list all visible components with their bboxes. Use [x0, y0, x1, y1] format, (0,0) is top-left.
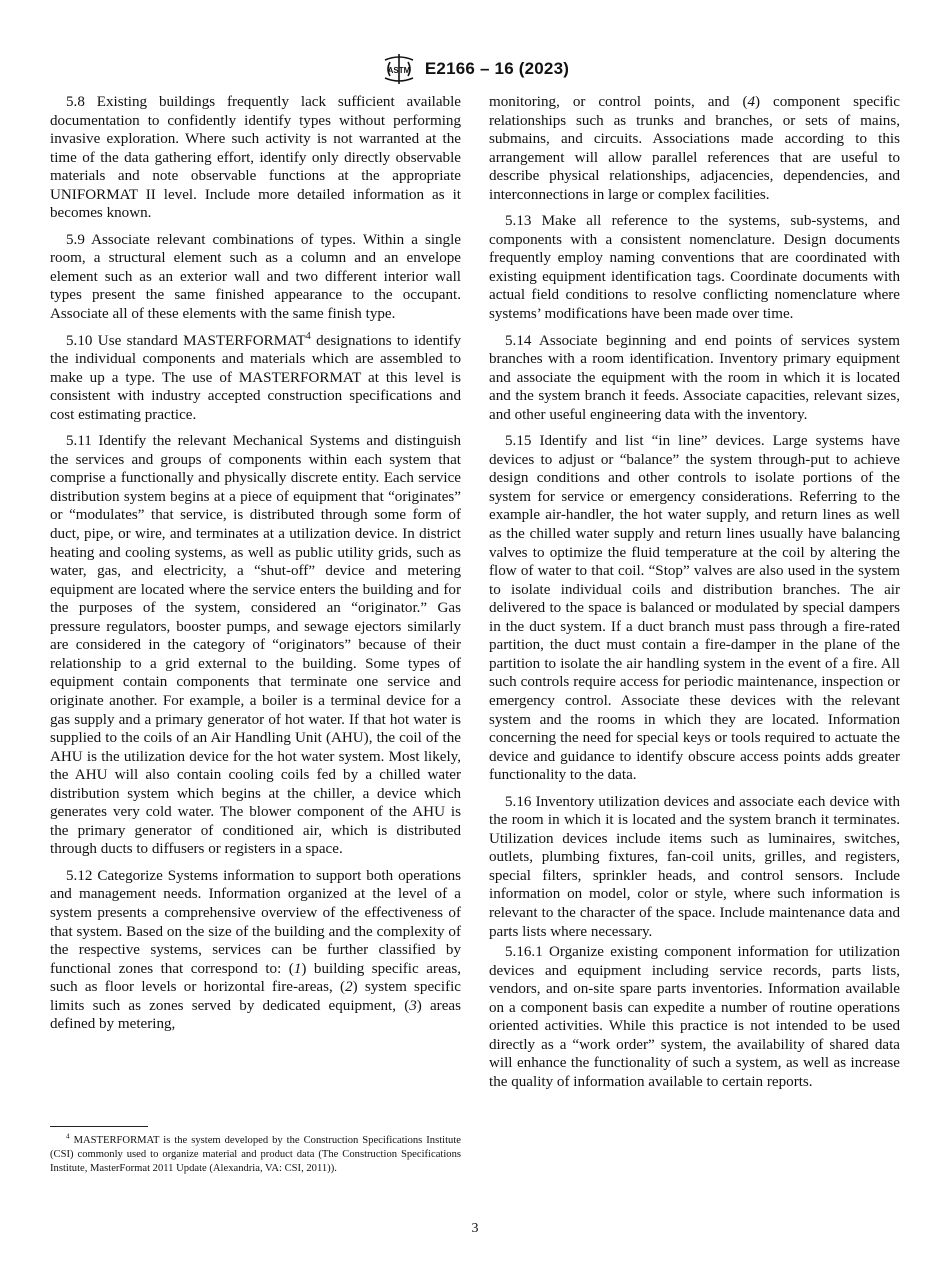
- section-text: ) component specific relationships such as trunks and branches, or sets of mains, submains, and circuits. Associations made according to this arrangement will allow parallel references that are useful to describe physical relationships, adjacencies, dependencies, and interconnections in large or complex facilities.: [489, 94, 900, 203]
- section-number: 5.14: [505, 332, 532, 349]
- section-5-9: [50, 231, 461, 324]
- list-index: 2: [345, 979, 353, 996]
- page-header: [0, 52, 950, 86]
- section-text: ) system specific limits such as zones served by dedicated equipment, (: [50, 979, 461, 1014]
- section-text: Associate beginning and end points of services system branches with a room identification. Inventory primary equipment and associate the equipment with the room in which it is located and the system branch it feeds. Associate capacities, relevant sizes, and other useful engineering data with the inventory.: [489, 332, 900, 423]
- section-text: designations to identify the individual components and materials which are assembled to make up a type. The use of MASTERFORMAT at this level is consistent with industry accepted construction specifications and cost estimating practice.: [50, 332, 461, 423]
- section-5-13: [489, 212, 900, 323]
- section-number: 5.9: [66, 231, 85, 248]
- section-text: ) areas defined by metering,: [50, 997, 461, 1033]
- section-text: monitoring, or control points, and (: [489, 94, 748, 110]
- section-5-11: [50, 432, 461, 859]
- section-text: Inventory utilization devices and associate each device with the room in which it is located and the system branch it terminates. Utilization devices include items such as luminaires, switches, outlets, plumbing fixtures, fan-coil units, grilles, and registers, special filters, sprinkler heads, and control sensors. Include information on model, color or style, where such information is relevant to the character of the space. Include maintenance data and parts lists where necessary.: [489, 793, 900, 940]
- section-text: Existing buildings frequently lack sufficient available documentation to confidently identify types without performing invasive exploration. Where such activity is not warranted at the time of the data gathering effort, identify only directly observable materials and note observable functions at the appropriate UNIFORMAT II level. Include more detailed information as it becomes known.: [50, 94, 461, 222]
- astm-logo-icon: [381, 52, 417, 86]
- footnote-marker: 4: [66, 1132, 70, 1141]
- section-5-14: [489, 332, 900, 425]
- section-text: Make all reference to the systems, sub-systems, and components with a consistent nomenclature. Design documents frequently employ naming conventions that are coordinated with existing equipment identification tags. Coordinate documents with actual field conditions to resolve conflicting nomenclature where systems’ modifications have been made over time.: [489, 213, 900, 323]
- section-number: 5.13: [505, 213, 532, 230]
- section-number: 5.15: [505, 433, 532, 450]
- section-number: 5.12: [66, 867, 93, 884]
- standard-designation: E2166 – 16 (2023): [424, 59, 570, 78]
- section-number: 5.11: [66, 433, 92, 450]
- section-text: Associate relevant combinations of types. Within a single room, a structural element such as a column and an envelope element such as an exterior wall and two different interior wall types present the same finished appearance to the occupant. Associate all of these elements with the same finish type.: [50, 231, 461, 323]
- section-text: Categorize Systems information to support both operations and management needs. Information organized at the level of a system presents a comprehensive overview of the effectiveness of that system. Based on the size of the building and the complexity of the respective systems, services can be further classified by functional zones that correspond to: (: [50, 867, 461, 977]
- list-index: 3: [409, 997, 417, 1014]
- right-column: [489, 93, 900, 1099]
- section-5-8: [50, 93, 461, 223]
- section-5-12: [50, 867, 461, 1034]
- logo-text: ASTM: [387, 66, 411, 75]
- footnote-reference[interactable]: 4: [305, 330, 311, 342]
- footnote-divider: [50, 1126, 148, 1127]
- section-5-16: [489, 793, 900, 941]
- section-text: Use standard MASTERFORMAT: [97, 332, 306, 349]
- page-number: 3: [471, 1221, 479, 1236]
- section-number: 5.8: [66, 94, 85, 110]
- section-number: 5.10: [66, 332, 93, 349]
- left-column: [50, 93, 461, 1042]
- section-5-15: [489, 432, 900, 784]
- section-5-16-1: [489, 943, 900, 1091]
- section-5-10: [50, 332, 461, 425]
- section-5-12-continued: [489, 93, 900, 204]
- list-index: 1: [293, 960, 302, 977]
- list-index: 4: [747, 94, 756, 110]
- footnote: [50, 1134, 461, 1175]
- section-number: 5.16.1: [505, 944, 543, 961]
- section-text: ) building specific areas, such as floor levels or horizontal fire-areas, (: [50, 960, 461, 996]
- section-text: Identify the relevant Mechanical Systems and distinguish the services and groups of components within each system that comprise a functionally and physically discrete entity. Each service distribution system begins at a piece of equipment that “originates” or “modulates” that service, is distributed through some form of duct, pipe, or wire, and terminates at a utilization device. In district heating and cooling systems, as well as public utility grids, such as water, gas, and electricity, a “shut-off” device and metering equipment are located where the service enters the building and for the purposes of the system, considered an “originator.” Gas pressure regulators, booster pumps, and sewage ejectors similarly are considered in the category of “originators” because of their relationship to a grid external to the building. Some types of equipment contain components that terminate one service and originate another. For example, a boiler is a terminal device for a gas supply and a primary generator of hot water. If that hot water is supplied to the coils of an Air Handling Unit (AHU), the coil of the AHU is the utilization device for the hot water system. Most likely, the AHU will also contain cooling coils fed by a chilled water distribution system which begins at the chiller, a device which generates very cold water. The blower component of the AHU is the primary generator of conditioned air, which is distributed through ducts to diffusers or registers in a space.: [50, 433, 461, 858]
- section-text: Identify and list “in line” devices. Large systems have devices to adjust or “balance” the system through-put to achieve design conditions and other controls to isolate portions of the system for service or emergency considerations. Referring to the example air-handler, the hot water supply, and return lines as well as the chilled water supply and return lines usually have balancing valves to optimize the fluid temperature at the coil by altering the flow of water to that coil. “Stop” valves are also used in the system to isolate individual coils and distribution branches. The air delivered to the space is balanced or modulated by special dampers in the duct system. If a duct branch must pass through a fire-rated partition, the duct must contain a fire-damper in the plane of the partition to isolate the air handling system in the event of a fire. All such controls require access for periodic maintenance, inspection or emergency control. Associate these devices with the relevant system and the rooms in which they are located. Information concerning the need for special keys or tools required to actuate the device and guidance to identify obscure access points adds greater functionality to the data.: [489, 433, 900, 784]
- section-number: 5.16: [505, 793, 532, 810]
- section-text: Organize existing component information for utilization devices and equipment including service records, parts lists, vendors, and on-site spare parts inventories. Information available on a component basis can expedite a number of routine operations oriented activities. While this practice is not intended to be used directly as a “work order” system, the availability of shared data will enhance the functionality of such a system, as well as increase the quality of information available to certain reports.: [489, 944, 900, 1090]
- footnote-text: MASTERFORMAT is the system developed by the Construction Specifications Institute (CSI) commonly used to organize material and product data (The Construction Specifications Institute, MasterFormat 2011 Update (Alexandria, VA: CSI, 2011)).: [50, 1135, 461, 1174]
